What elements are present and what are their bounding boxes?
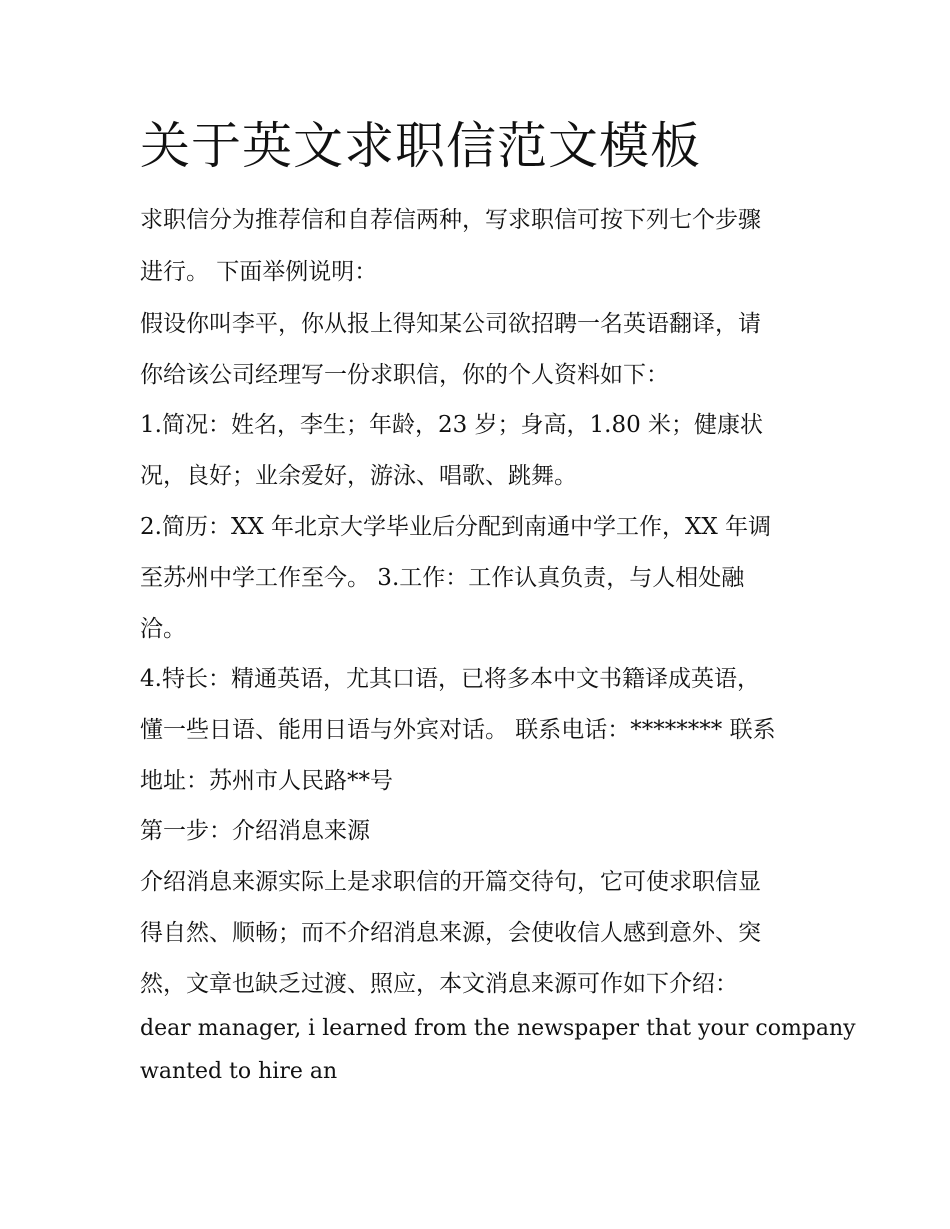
- body-line: 求职信分为推荐信和自荐信两种，写求职信可按下列七个步骤: [140, 207, 761, 233]
- body-line: 2.简历：XX 年北京大学毕业后分配到南通中学工作，XX 年调: [140, 514, 772, 540]
- body-line: 4.特长：精通英语，尤其口语，已将多本中文书籍译成英语，: [140, 666, 760, 692]
- document-title: 关于英文求职信范文模板: [140, 117, 701, 175]
- english-line: dear manager, i learned from the newspaper that your company: [140, 1016, 856, 1041]
- body-line: 洽。: [140, 616, 186, 642]
- body-line: 得自然、顺畅；而不介绍消息来源，会使收信人感到意外、突: [140, 920, 761, 946]
- body-line: 介绍消息来源实际上是求职信的开篇交待句，它可使求职信显: [140, 869, 761, 895]
- body-line: 进行。 下面举例说明：: [140, 259, 378, 285]
- body-line: 你给该公司经理写一份求职信，你的个人资料如下：: [140, 362, 669, 388]
- body-line: 地址：苏州市人民路**号: [140, 768, 393, 794]
- body-line: 至苏州中学工作至今。 3.工作：工作认真负责，与人相处融: [140, 565, 745, 591]
- body-line: 假设你叫李平，你从报上得知某公司欲招聘一名英语翻译，请: [140, 311, 761, 337]
- english-line: wanted to hire an: [140, 1059, 338, 1084]
- body-line: 懂一些日语、能用日语与外宾对话。 联系电话：******** 联系: [140, 717, 776, 743]
- body-line: 然，文章也缺乏过渡、照应，本文消息来源可作如下介绍：: [140, 971, 738, 997]
- body-line: 1.简况：姓名，李生；年龄，23 岁；身高，1.80 米；健康状: [140, 412, 764, 438]
- body-line: 况，良好；业余爱好，游泳、唱歌、跳舞。: [140, 463, 577, 489]
- section-heading: 第一步：介绍消息来源: [140, 818, 370, 844]
